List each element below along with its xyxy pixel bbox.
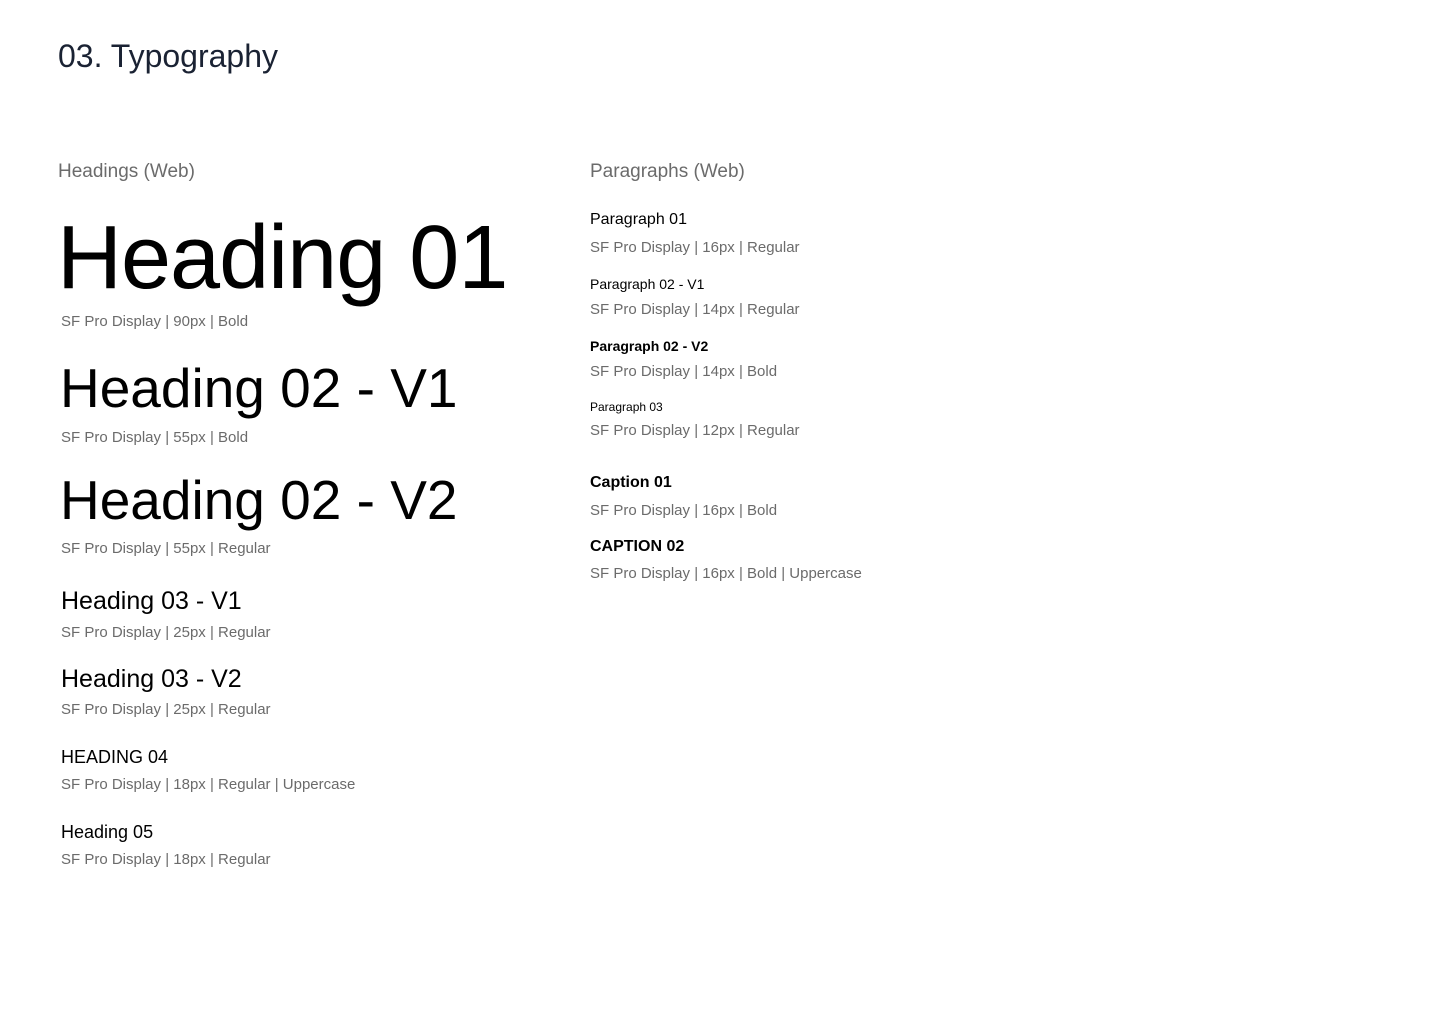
paragraphs-section-title: Paragraphs (Web): [590, 161, 745, 182]
caption-02-spec: SF Pro Display | 16px | Bold | Uppercase: [590, 565, 862, 582]
heading-02-v1-sample: Heading 02 - V1: [60, 357, 458, 419]
caption-01-sample: Caption 01: [590, 474, 672, 491]
paragraph-03-spec: SF Pro Display | 12px | Regular: [590, 422, 800, 439]
heading-03-v2-sample: Heading 03 - V2: [61, 665, 242, 693]
paragraph-02-v1-spec: SF Pro Display | 14px | Regular: [590, 301, 800, 318]
heading-03-v1-spec: SF Pro Display | 25px | Regular: [61, 624, 271, 641]
paragraph-01-sample: Paragraph 01: [590, 211, 687, 228]
heading-02-v1-spec: SF Pro Display | 55px | Bold: [61, 429, 249, 446]
paragraph-02-v1-sample: Paragraph 02 - V1: [590, 276, 705, 292]
heading-04-sample: HEADING 04: [61, 747, 169, 767]
paragraph-02-v2-sample: Paragraph 02 - V2: [590, 338, 709, 354]
heading-02-v2-spec: SF Pro Display | 55px | Regular: [61, 540, 271, 557]
paragraph-03-sample: Paragraph 03: [590, 400, 663, 414]
heading-01-spec: SF Pro Display | 90px | Bold: [61, 313, 249, 330]
paragraph-01-spec: SF Pro Display | 16px | Regular: [590, 239, 800, 256]
heading-05-spec: SF Pro Display | 18px | Regular: [61, 851, 271, 868]
page-title: 03. Typography: [58, 38, 279, 74]
heading-03-v1-sample: Heading 03 - V1: [61, 587, 242, 615]
caption-01-spec: SF Pro Display | 16px | Bold: [590, 502, 778, 519]
headings-section-title: Headings (Web): [58, 161, 195, 182]
paragraph-02-v2-spec: SF Pro Display | 14px | Bold: [590, 363, 778, 380]
heading-02-v2-sample: Heading 02 - V2: [60, 469, 458, 531]
heading-05-sample: Heading 05: [61, 822, 154, 842]
heading-01-sample: Heading 01: [57, 208, 508, 308]
caption-02-sample: CAPTION 02: [590, 538, 685, 555]
heading-04-spec: SF Pro Display | 18px | Regular | Uppercase: [61, 776, 356, 793]
heading-03-v2-spec: SF Pro Display | 25px | Regular: [61, 701, 271, 718]
